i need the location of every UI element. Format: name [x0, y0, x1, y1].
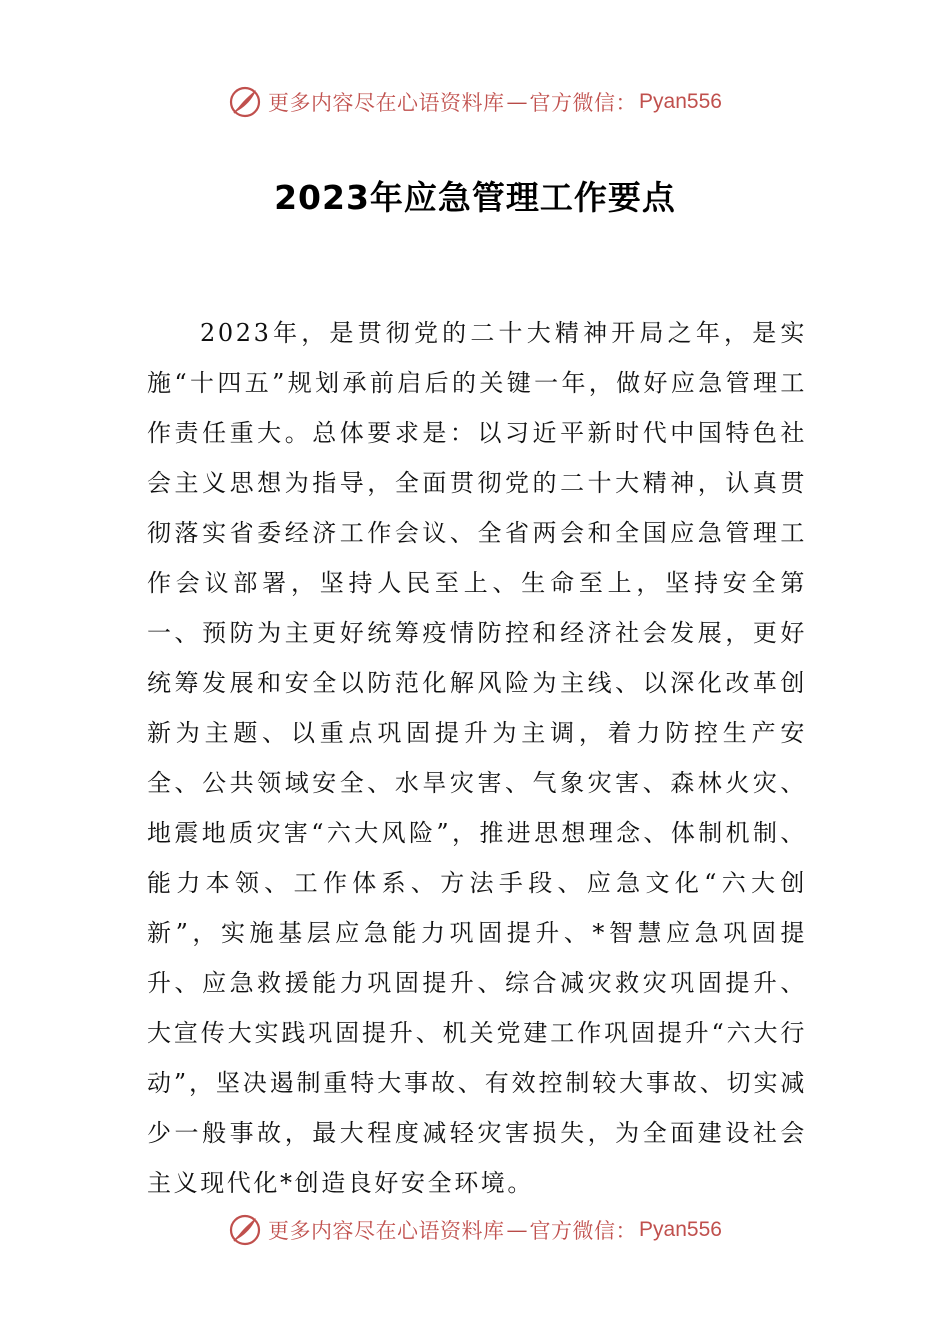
watermark-dash: — [506, 1218, 528, 1242]
quill-logo-icon [228, 1213, 262, 1247]
quill-logo-icon [228, 85, 262, 119]
watermark-text: 更多内容尽在心语资料库 [268, 1219, 505, 1243]
footer-watermark [0, 1210, 950, 1250]
watermark-label: 官方微信： [529, 91, 638, 115]
document-title: 2023年应急管理工作要点 [274, 178, 676, 217]
document-paragraph: 2023年，是贯彻党的二十大精神开局之年，是实施“十四五”规划承前启后的关键一年，做好应急管理工作责任重大。总体要求是：以习近平新时代中国特色社会主义思想为指导，全面贯彻党的二十大精神，认真贯彻落实省委经济工作会议、全省两会和全国应急管理工作会议部署，坚持人民至上、生命至上，坚持安全第一、预防为主更好统筹疫情防控和经济社会发展，更好统筹发展和安全以防范化解风险为主线、以深化改革创新为主题、以重点巩固提升为主调，着力防控生产安全、公共领域安全、水旱灾害、气象灾害、森林火灾、地震地质灾害“六大风险”，推进思想理念、体制机制、能力本领、工作体系、方法手段、应急文化“六大创新”，实施基层应急能力巩固提升、*智慧应急巩固提升、应急救援能力巩固提升、综合减灾救灾巩固提升、大宣传大实践巩固提升、机关党建工作巩固提升“六大行动”，坚决遏制重特大事故、有效控制较大事故、切实减少一般事故，最大程度减轻灾害损失，为全面建设社会主义现代化*创造良好安全环境。 [147, 319, 807, 1197]
watermark-text: 更多内容尽在心语资料库 [268, 91, 505, 115]
watermark-wechat-id: Pyan556 [639, 90, 722, 113]
watermark-label: 官方微信： [529, 1219, 638, 1243]
watermark-dash: — [506, 90, 528, 114]
header-watermark [0, 82, 950, 122]
watermark-wechat-id: Pyan556 [639, 1218, 722, 1241]
